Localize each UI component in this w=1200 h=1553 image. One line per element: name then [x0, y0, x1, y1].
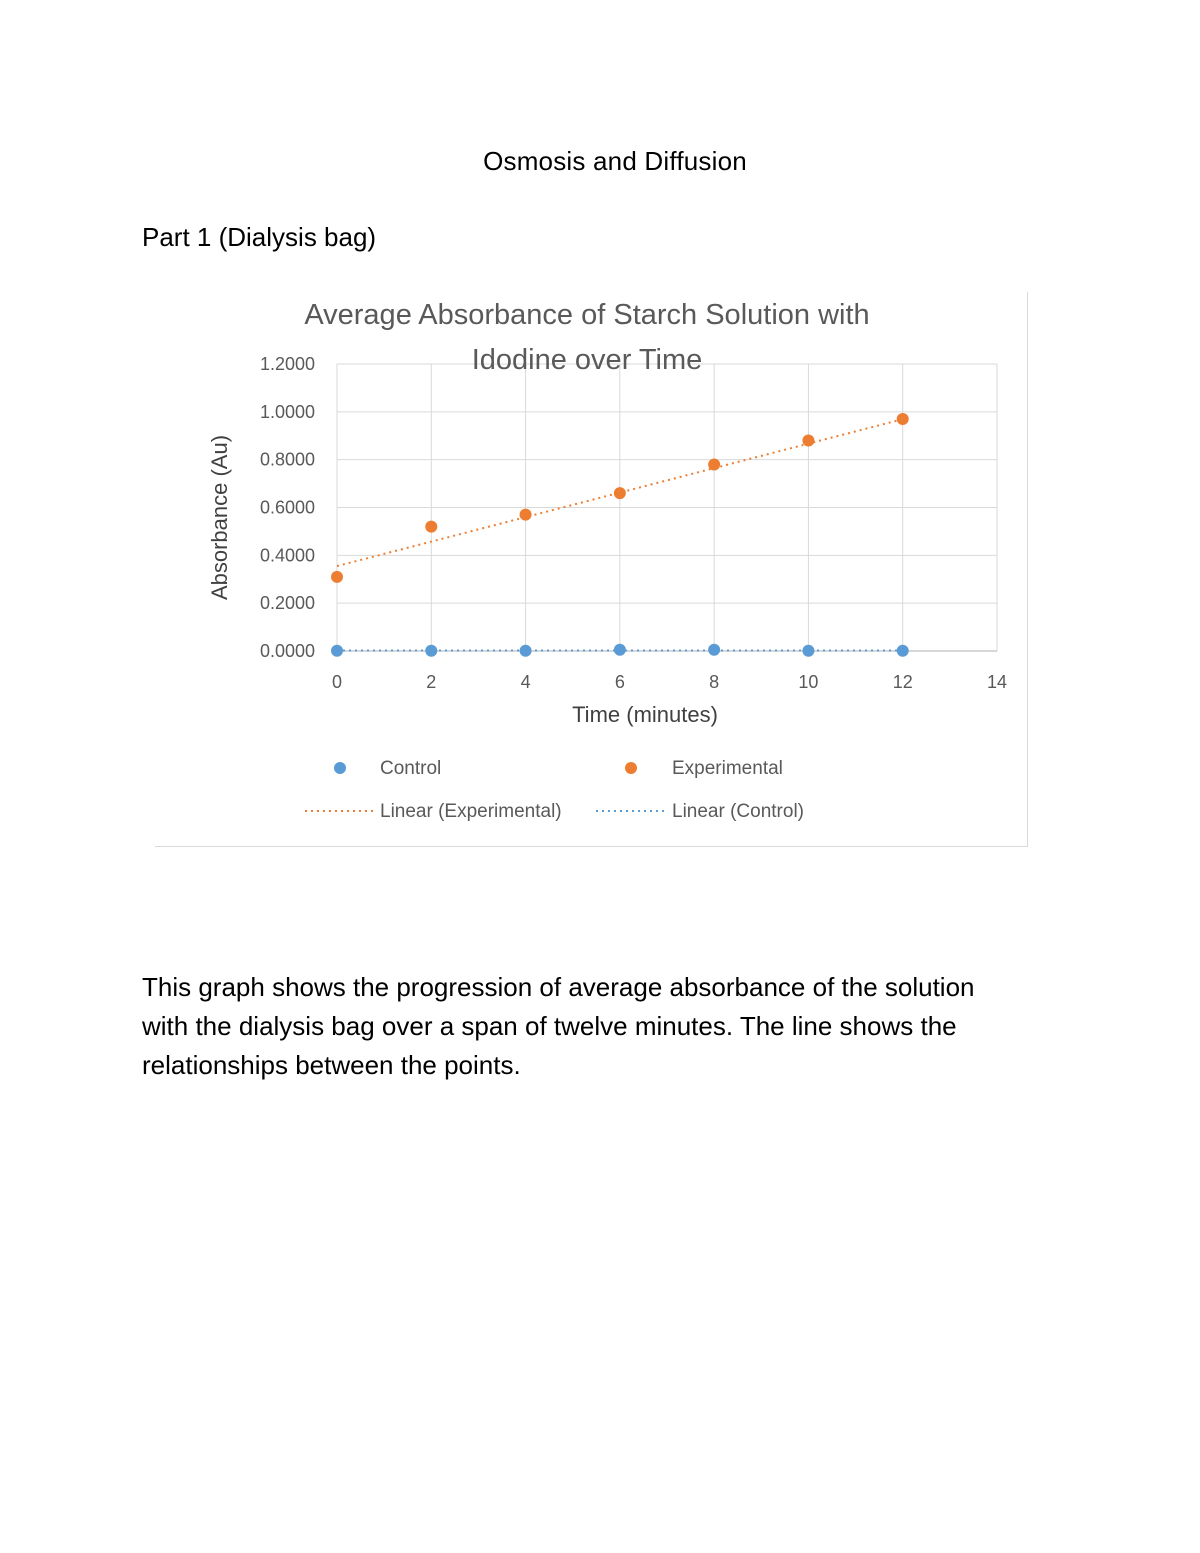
- y-tick-label: 0.6000: [259, 497, 315, 518]
- x-axis-title: Time (minutes): [572, 702, 718, 727]
- legend-label: Control: [380, 758, 442, 779]
- document-title: Osmosis and Diffusion: [483, 146, 747, 176]
- y-tick-label: 1.0000: [259, 401, 315, 422]
- legend-label: Linear (Control): [672, 801, 804, 822]
- chart-title-line: Average Absorbance of Starch Solution with: [304, 299, 870, 331]
- x-tick-label: 4: [520, 672, 531, 692]
- paragraph-line: This graph shows the progression of average absorbance of the solution: [142, 972, 975, 1002]
- legend-label: Linear (Experimental): [380, 801, 562, 822]
- experimental-point: [897, 413, 909, 425]
- experimental-point: [614, 487, 626, 499]
- y-tick-label: 1.2000: [259, 354, 315, 374]
- experimental-point: [425, 521, 437, 533]
- x-tick-label: 8: [709, 672, 720, 692]
- chart-title-line: Idodine over Time: [471, 344, 703, 376]
- control-point: [614, 644, 626, 656]
- legend-label: Experimental: [672, 758, 783, 779]
- paragraph-line: with the dialysis bag over a span of twelve minutes. The line shows the: [142, 1011, 957, 1041]
- legend-control-marker: [334, 762, 346, 774]
- legend-experimental-marker: [625, 762, 637, 774]
- control-point: [520, 645, 532, 657]
- x-tick-label: 2: [426, 672, 437, 692]
- paragraph-line: relationships between the points.: [142, 1050, 521, 1080]
- experimental-point: [802, 435, 814, 447]
- x-tick-label: 6: [614, 672, 625, 692]
- experimental-point: [520, 509, 532, 521]
- x-tick-label: 12: [892, 672, 913, 692]
- experimental-point: [708, 458, 720, 470]
- experimental-point: [331, 571, 343, 583]
- x-tick-label: 14: [986, 672, 1008, 692]
- y-axis-title: Absorbance (Au): [207, 434, 232, 601]
- chart-description: [142, 968, 1072, 1085]
- y-tick-label: 0.0000: [259, 641, 315, 661]
- x-tick-label: 10: [798, 672, 819, 692]
- control-point: [802, 645, 814, 657]
- control-point: [897, 645, 909, 657]
- y-tick-label: 0.2000: [259, 593, 315, 614]
- chart-frame: [155, 292, 1028, 847]
- y-tick-label: 0.4000: [259, 545, 315, 566]
- section-heading: Part 1 (Dialysis bag): [142, 222, 377, 252]
- control-point: [331, 645, 343, 657]
- control-point: [708, 644, 720, 656]
- control-point: [425, 645, 437, 657]
- x-tick-label: 0: [331, 672, 343, 692]
- y-tick-label: 0.8000: [259, 449, 315, 470]
- absorbance-chart: [155, 292, 1027, 846]
